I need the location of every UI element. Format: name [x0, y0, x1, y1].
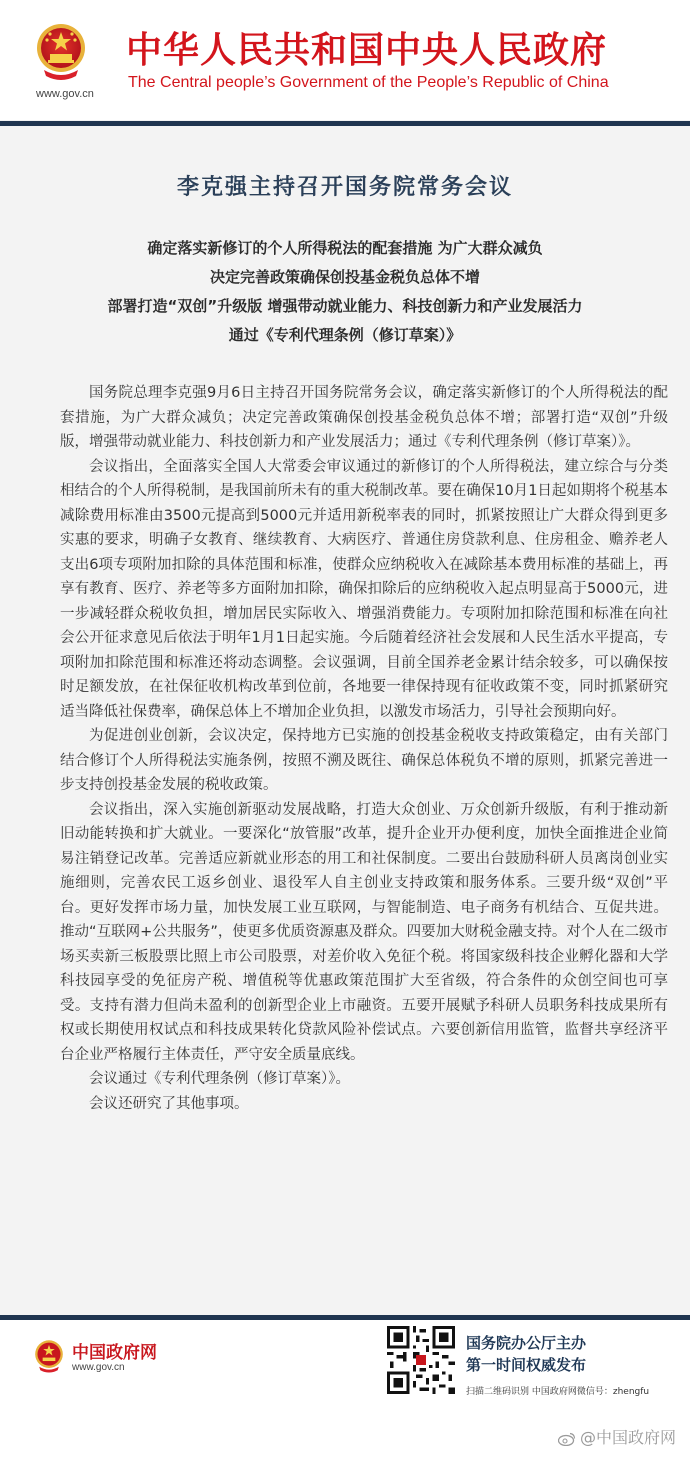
article-paragraph: 会议还研究了其他事项。	[89, 1095, 249, 1112]
subtitle-line: 部署打造“双创”升级版 增强带动就业能力、科技创新力和产业发展活力	[107, 297, 583, 315]
weibo-icon	[558, 1432, 576, 1446]
footer-slogan-sponsor: 国务院办公厅主办	[466, 1334, 587, 1352]
footer-site-name: 中国政府网	[72, 1343, 157, 1363]
site-title-english: The Central people’s Government of the People’s Republic of China	[128, 74, 609, 91]
article-subtitles	[0, 234, 690, 350]
footer-scan-note: 扫描二维码识别 中国政府网微信号：zhengfu	[466, 1387, 650, 1397]
article-paragraph: 会议通过《专利代理条例（修订草案）》。	[89, 1071, 350, 1087]
qr-code-icon[interactable]	[387, 1326, 455, 1394]
article-paragraph: 为促进创业创新，会议决定，保持地方已实施的创投基金税收支持政策稳定，由有关部门结合修订个人所得税法实施条例，按照不溯及既往、确保总体税负不增的原则，抓紧完善进一步支持创投基金发展的税收政策。	[60, 728, 668, 793]
weibo-watermark	[558, 1425, 676, 1448]
article-paragraph: 会议指出，全面落实全国人大常委会审议通过的新修订的个人所得税法，建立综合与分类相结合的个人所得税制，是我国前所未有的重大税制改革。要在确保10月1日起如期将个税基本减除费用标准由3500元提高到5000元并适用新税率表的同时，抓紧按照让广大群众得到更多实惠的要求，明确子女教育、继续教育、大病医疗、普通住房贷款利息、住房租金、赡养老人支出6项专项附加扣除的具体范围和标准，使群众应纳税收入在减除基本费用标准的基础上，再享有教育、医疗、养老等多方面附加扣除，确保扣除后的应纳税收入起点明显高于5000元，进一步减轻群众税收负担，增加居民实际收入、增强消费能力。专项附加扣除范围和标准在向社会公开征求意见后依法于明年1月1日起实施。今后随着经济社会发展和人民生活水平提高，专项附加扣除范围和标准还将动态调整。会议强调，目前全国养老金累计结余较多，可以确保按时足额发放，在社保征收机构改革到位前，各地要一律保持现有征收政策不变，同时抓紧研究适当降低社保费率，确保总体上不增加企业负担，以激发市场活力，引导社会预期向好。	[60, 458, 668, 720]
header-divider	[0, 121, 690, 126]
national-emblem-icon	[34, 1338, 64, 1376]
article-paragraph: 国务院总理李克强9月6日主持召开国务院常务会议，确定落实新修订的个人所得税法的配套措施，为广大群众减负；决定完善政策确保创投基金税负总体不增；部署打造“双创”升级版，增强带动就业能力、科技创新力和产业发展活力；通过《专利代理条例（修订草案）》。	[60, 385, 668, 450]
site-url[interactable]: www.gov.cn	[36, 88, 94, 100]
article-title: 李克强主持召开国务院常务会议	[176, 175, 513, 200]
article-body	[60, 381, 668, 1116]
page-footer	[0, 1320, 690, 1461]
subtitle-line: 决定完善政策确保创投基金税负总体不增	[209, 268, 480, 286]
national-emblem-icon	[36, 20, 86, 86]
watermark-text: @中国政府网	[580, 1428, 677, 1447]
subtitle-line: 确定落实新修订的个人所得税法的配套措施 为广大群众减负	[147, 239, 543, 257]
site-title-chinese: 中华人民共和国中央人民政府	[126, 30, 608, 71]
footer-site-url[interactable]: www.gov.cn	[72, 1362, 125, 1373]
footer-slogan-release: 第一时间权威发布	[466, 1356, 587, 1374]
article-paragraph: 会议指出，深入实施创新驱动发展战略，打造大众创业、万众创新升级版，有利于推动新旧动能转换和扩大就业。一要深化“放管服”改革，提升企业开办便利度，加快全面推进企业简易注销登记改革。完善适应新就业形态的用工和社保制度。二要出台鼓励科研人员离岗创业实施细则，完善农民工返乡创业、退役军人自主创业支持政策和服务体系。三要升级“双创”平台。更好发挥市场力量，加快发展工业互联网，与智能制造、电子商务有机结合、互促共进。推动“互联网+公共服务”，使更多优质资源惠及群众。四要加大财税金融支持。对个人在二级市场买卖新三板股票比照上市公司股票，对差价收入免征个税。将国家级科技企业孵化器和大学科技园享受的免征房产税、增值税等优惠政策范围扩大至省级，符合条件的众创空间也可享受。支持有潜力但尚未盈利的创新型企业上市融资。五要开展赋予科研人员职务科技成果所有权或长期使用权试点和科技成果转化贷款风险补偿试点。六要创新信用监管，监督共享经济平台企业严格履行主体责任，严守安全质量底线。	[60, 801, 668, 1063]
subtitle-line: 通过《专利代理条例（修订草案）》	[228, 326, 462, 344]
page-header	[0, 0, 690, 120]
